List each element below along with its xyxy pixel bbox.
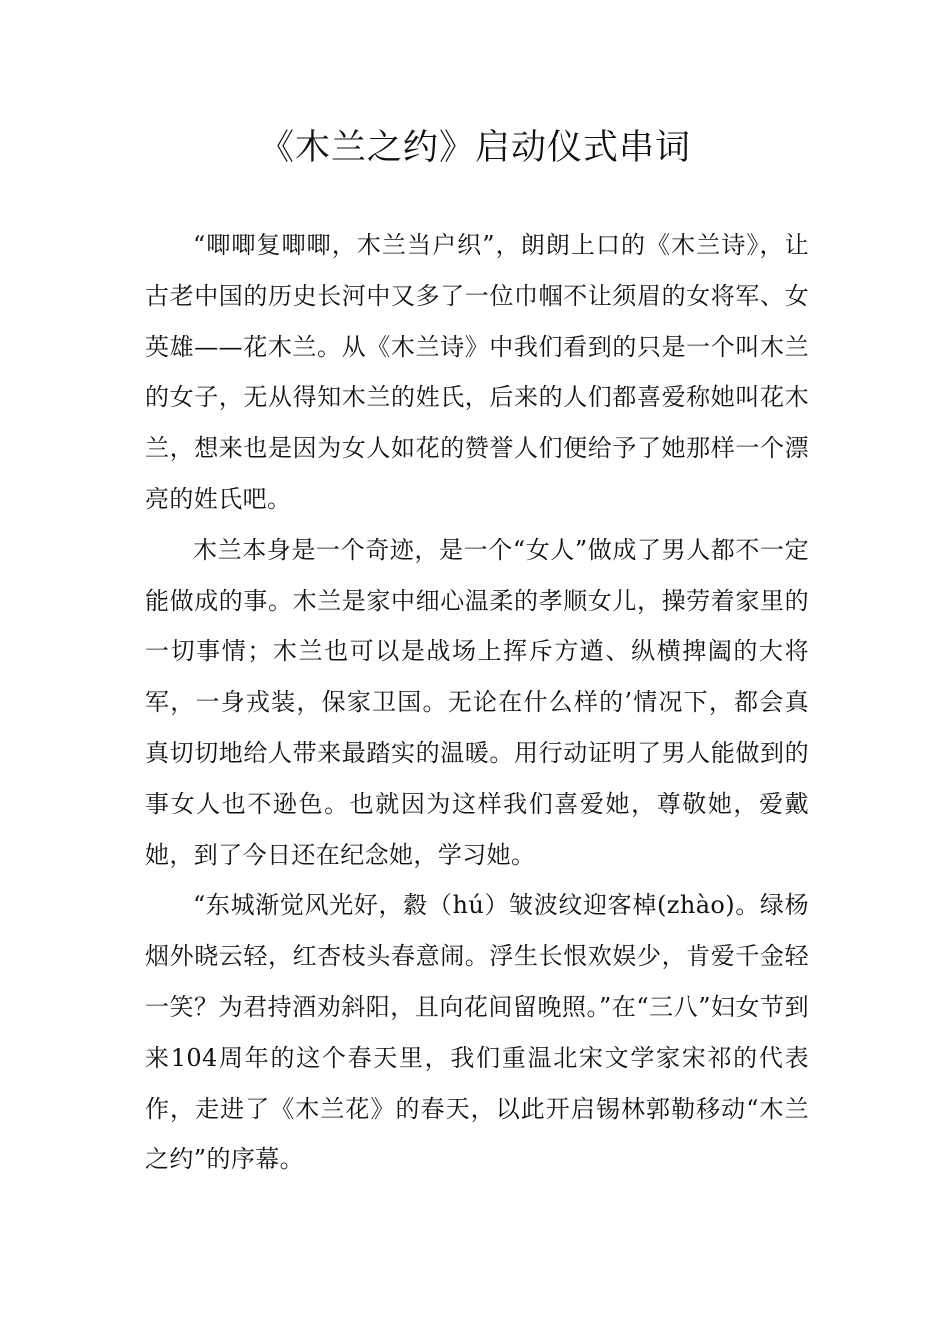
document-body (145, 220, 809, 1185)
paragraph-3: “东城渐觉风光好，縠（hú）皱波纹迎客棹(zhào)。绿杨烟外晓云轻，红杏枝头春意闹。浮生长恨欢娱少，肯爱千金轻一笑？为君持酒劝斜阳，且向花间留晚照。”在“三八”妇女节到来104周年的这个春天里，我们重温北宋文学家宋祁的代表作，走进了《木兰花》的春天，以此开启锡林郭勒移动“木兰之约”的序幕。 (145, 891, 809, 1174)
paragraph-1: “唧唧复唧唧，木兰当户织”，朗朗上口的《木兰诗》，让古老中国的历史长河中又多了一位巾帼不让须眉的女将军、女英雄——花木兰。从《木兰诗》中我们看到的只是一个叫木兰的女子，无从得知木兰的姓氏，后来的人们都喜爱称她叫花木兰，想来也是因为女人如花的赞誉人们便给予了她那样一个漂亮的姓氏吧。 (145, 231, 809, 513)
document-title: 《木兰之约》启动仪式串词 (258, 128, 691, 168)
paragraph-2: 木兰本身是一个奇迹，是一个“女人”做成了男人都不一定能做成的事。木兰是家中细心温柔的孝顺女儿，操劳着家里的一切事情；木兰也可以是战场上挥斥方遒、纵横捭阖的大将军，一身戎装，保家卫国。无论在什么样的’情况下，都会真真切切地给人带来最踏实的温暖。用行动证明了男人能做到的事女人也不逊色。也就因为这样我们喜爱她，尊敬她，爱戴她，到了今日还在纪念她，学习她。 (145, 535, 809, 869)
